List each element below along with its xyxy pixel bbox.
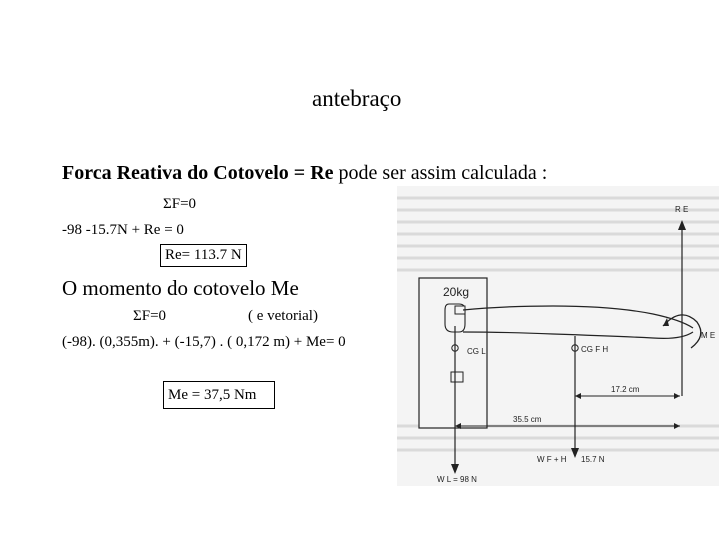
forearm-top [463,306,693,328]
cgfh-label: CG F H [581,345,609,354]
moment-heading: O momento do cotovelo Me [62,276,299,300]
wfh-value: 15.7 N [581,455,605,464]
heading-rest-text: pode ser assim calculada : [333,162,548,184]
equation-2: (-98). (0,355m). + (-15,7) . ( 0,172 m) + Me= 0 [62,334,346,350]
cgl-label: CG L [467,347,486,356]
dim-long-label: 35.5 cm [513,415,542,424]
sum-forces-1: ΣF=0 [163,196,197,212]
vector-note: ( e vetorial) [248,308,318,324]
wl-arrow-head [451,464,459,474]
dim-short-arrow-left [575,393,581,399]
dim-short-arrow-right [674,393,680,399]
sum-forces-2: ΣF=0 [133,308,167,324]
moment-arrow-head [663,318,669,326]
dim-short-label: 17.2 cm [611,385,640,394]
heading-bold-text: Forca Reativa do Cotovelo = Re [62,162,334,184]
forearm-bottom [463,332,693,338]
forearm-diagram-svg [397,186,719,486]
forearm-diagram [397,186,719,486]
wfh-label: W F + H [537,455,567,464]
slide-title: antebraço [312,86,402,111]
reactive-force-heading [62,162,547,185]
wfh-arrow-head [571,448,579,458]
lower-hand-box [451,372,463,382]
dim-long-arrow-right [674,423,680,429]
me-label: M E [701,331,716,340]
weight-label: 20kg [443,285,470,299]
result-2-box: Me = 37,5 Nm [163,381,275,409]
re-label: R E [675,205,689,214]
result-1-box: Re= 113.7 N [160,244,247,267]
wl-label: W L = 98 N [437,475,477,484]
equation-1: -98 -15.7N + Re = 0 [62,222,184,238]
